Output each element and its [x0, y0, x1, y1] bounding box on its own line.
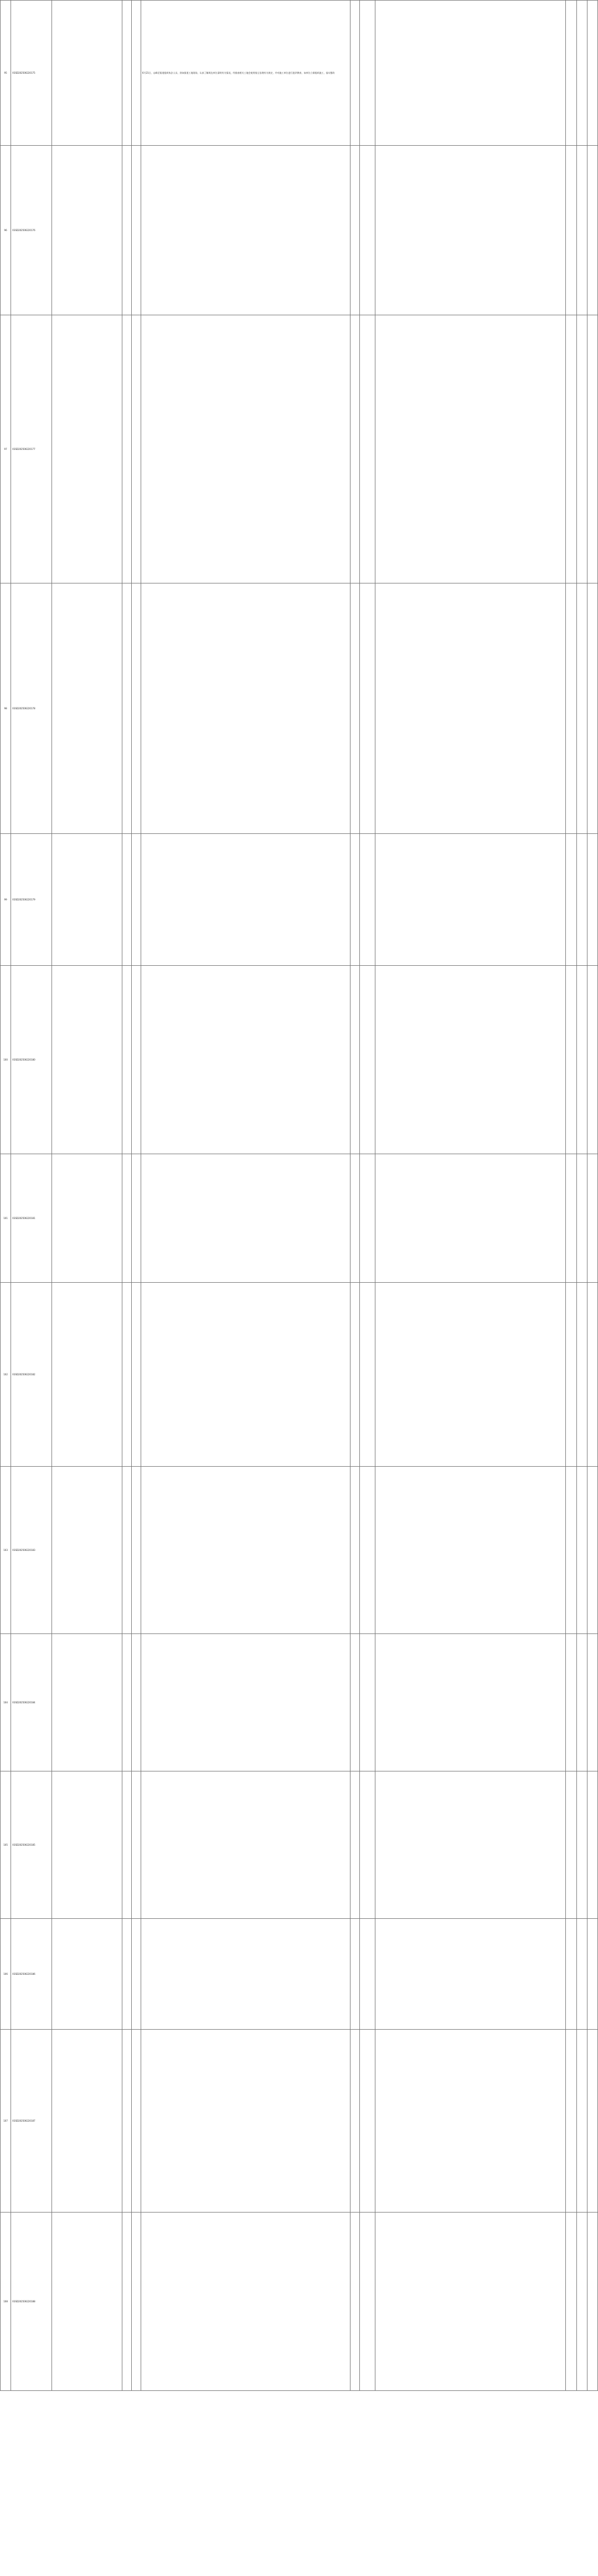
row-number: 103: [1, 1467, 11, 1634]
investigation-text: [141, 2213, 350, 2391]
rectification-cell: [566, 583, 576, 834]
case-id: X3SD202506220179: [11, 834, 51, 966]
table-row: [1, 834, 598, 966]
publicity-cell: [576, 315, 587, 583]
investigation-text: [141, 146, 350, 315]
result-cell: [350, 583, 360, 834]
row-number: 100: [1, 966, 11, 1154]
handling-outcome: [375, 1919, 566, 2030]
publicity-cell: [576, 2213, 587, 2391]
category-cell: [131, 1634, 141, 1771]
category-cell: [131, 315, 141, 583]
result-cell: [350, 2030, 360, 2213]
district-cell: [122, 583, 132, 834]
responsible-cell: [587, 834, 597, 966]
table-row: [1, 966, 598, 1154]
row-number: 97: [1, 315, 11, 583]
investigation-text: [141, 1919, 350, 2030]
case-id: X3SD202506220188: [11, 2213, 51, 2391]
case-id: X3SD202506220186: [11, 1919, 51, 2030]
responsible-cell: [587, 1154, 597, 1283]
case-id: X3SD202506220176: [11, 146, 51, 315]
complaint-summary: [51, 2030, 122, 2213]
investigation-text: [141, 1154, 350, 1283]
row-number: 106: [1, 1919, 11, 2030]
responsible-cell: [587, 1634, 597, 1771]
rectification-cell: [566, 146, 576, 315]
investigation-text: [141, 966, 350, 1154]
table-row: [1, 1154, 598, 1283]
rectification-cell: [566, 315, 576, 583]
handling-outcome: [375, 315, 566, 583]
verification-cell: [359, 583, 375, 834]
complaint-summary: [51, 583, 122, 834]
handling-outcome: [375, 146, 566, 315]
result-cell: [350, 1, 360, 146]
district-cell: [122, 834, 132, 966]
publicity-cell: [576, 834, 587, 966]
district-cell: [122, 1771, 132, 1919]
district-cell: [122, 1919, 132, 2030]
handling-outcome: [375, 1283, 566, 1467]
complaint-summary: [51, 2213, 122, 2391]
table-row: [1, 1634, 598, 1771]
row-number: 105: [1, 1771, 11, 1919]
investigation-text: [141, 2030, 350, 2213]
district-cell: [122, 2030, 132, 2213]
row-number: 101: [1, 1154, 11, 1283]
rectification-cell: [566, 2213, 576, 2391]
responsible-cell: [587, 315, 597, 583]
responsible-cell: [587, 1, 597, 146]
publicity-cell: [576, 1771, 587, 1919]
rectification-cell: [566, 2030, 576, 2213]
case-id: X3SD202506220178: [11, 583, 51, 834]
district-cell: [122, 1154, 132, 1283]
rectification-cell: [566, 1, 576, 146]
complaint-summary: [51, 1, 122, 146]
case-id: X3SD202506220181: [11, 1154, 51, 1283]
result-cell: [350, 1154, 360, 1283]
case-id: X3SD202506220175: [11, 1, 51, 146]
handling-outcome: [375, 2213, 566, 2391]
rectification-cell: [566, 1771, 576, 1919]
row-number: 96: [1, 146, 11, 315]
verification-cell: [359, 966, 375, 1154]
responsible-cell: [587, 583, 597, 834]
investigation-text: 6月21日，山峰至街道组织执法人员、到该街道工地现场，认真了解周边单位清明有关情况，经排查相关工地会使用扬尘治理有关规定，并对施工单位进行批评教育，该单位立即组织施工，落实整改: [141, 1, 350, 146]
verification-cell: [359, 1634, 375, 1771]
category-cell: [131, 1154, 141, 1283]
handling-outcome: [375, 1771, 566, 1919]
responsible-cell: [587, 2030, 597, 2213]
handling-outcome: [375, 1634, 566, 1771]
category-cell: [131, 1283, 141, 1467]
district-cell: [122, 315, 132, 583]
verification-cell: [359, 2030, 375, 2213]
case-id: X3SD202506220183: [11, 1467, 51, 1634]
district-cell: [122, 2213, 132, 2391]
handling-outcome: [375, 2030, 566, 2213]
verification-cell: [359, 2213, 375, 2391]
investigation-text: [141, 1283, 350, 1467]
result-cell: [350, 1634, 360, 1771]
verification-cell: [359, 315, 375, 583]
case-id: X3SD202506220187: [11, 2030, 51, 2213]
rectification-cell: [566, 834, 576, 966]
row-number: 98: [1, 583, 11, 834]
row-number: 99: [1, 834, 11, 966]
case-id: X3SD202506220177: [11, 315, 51, 583]
handling-outcome: [375, 1467, 566, 1634]
complaint-summary: [51, 1467, 122, 1634]
result-cell: [350, 315, 360, 583]
table-row: [1, 1467, 598, 1634]
category-cell: [131, 2030, 141, 2213]
rectification-cell: [566, 966, 576, 1154]
verification-cell: [359, 1, 375, 146]
row-number: 107: [1, 2030, 11, 2213]
handling-outcome: [375, 834, 566, 966]
investigation-text: [141, 315, 350, 583]
complaint-summary: [51, 146, 122, 315]
investigation-text: [141, 1467, 350, 1634]
publicity-cell: [576, 583, 587, 834]
table-row: [1, 1283, 598, 1467]
rectification-cell: [566, 1634, 576, 1771]
result-cell: [350, 1771, 360, 1919]
result-cell: [350, 1919, 360, 2030]
publicity-cell: [576, 1, 587, 146]
verification-cell: [359, 146, 375, 315]
row-number: 95: [1, 1, 11, 146]
verification-cell: [359, 1467, 375, 1634]
investigation-text: [141, 1634, 350, 1771]
result-cell: [350, 1467, 360, 1634]
complaint-summary: [51, 1634, 122, 1771]
complaint-summary: [51, 1919, 122, 2030]
category-cell: [131, 1, 141, 146]
district-cell: [122, 1283, 132, 1467]
handling-outcome: [375, 1154, 566, 1283]
table-row: [1, 315, 598, 583]
handling-outcome: [375, 583, 566, 834]
category-cell: [131, 834, 141, 966]
category-cell: [131, 2213, 141, 2391]
category-cell: [131, 1771, 141, 1919]
publicity-cell: [576, 966, 587, 1154]
category-cell: [131, 146, 141, 315]
investigation-text: [141, 583, 350, 834]
verification-cell: [359, 834, 375, 966]
result-cell: [350, 146, 360, 315]
responsible-cell: [587, 1919, 597, 2030]
table-row: [1, 583, 598, 834]
result-cell: [350, 966, 360, 1154]
publicity-cell: [576, 2030, 587, 2213]
result-cell: [350, 2213, 360, 2391]
publicity-cell: [576, 146, 587, 315]
complaint-summary: [51, 315, 122, 583]
category-cell: [131, 966, 141, 1154]
verification-cell: [359, 1771, 375, 1919]
publicity-cell: [576, 1919, 587, 2030]
row-number: 108: [1, 2213, 11, 2391]
complaint-summary: [51, 834, 122, 966]
table-row: [1, 146, 598, 315]
table-row: [1, 1771, 598, 1919]
responsible-cell: [587, 1771, 597, 1919]
publicity-cell: [576, 1467, 587, 1634]
row-number: 102: [1, 1283, 11, 1467]
verification-cell: [359, 1154, 375, 1283]
table-row: [1, 1919, 598, 2030]
publicity-cell: [576, 1634, 587, 1771]
verification-cell: [359, 1919, 375, 2030]
responsible-cell: [587, 146, 597, 315]
responsible-cell: [587, 966, 597, 1154]
investigation-text: [141, 1771, 350, 1919]
district-cell: [122, 1634, 132, 1771]
table-row: [1, 2213, 598, 2391]
publicity-cell: [576, 1283, 587, 1467]
responsible-cell: [587, 1467, 597, 1634]
district-cell: [122, 146, 132, 315]
district-cell: [122, 1, 132, 146]
responsible-cell: [587, 2213, 597, 2391]
row-number: 104: [1, 1634, 11, 1771]
category-cell: [131, 1467, 141, 1634]
rectification-cell: [566, 1154, 576, 1283]
publicity-cell: [576, 1154, 587, 1283]
case-id: X3SD202506220180: [11, 966, 51, 1154]
table-row: [1, 2030, 598, 2213]
handling-outcome: [375, 966, 566, 1154]
verification-cell: [359, 1283, 375, 1467]
responsible-cell: [587, 1283, 597, 1467]
complaint-summary: [51, 1283, 122, 1467]
complaint-summary: [51, 966, 122, 1154]
case-id: X3SD202506220185: [11, 1771, 51, 1919]
district-cell: [122, 966, 132, 1154]
result-cell: [350, 834, 360, 966]
rectification-cell: [566, 1283, 576, 1467]
category-cell: [131, 1919, 141, 2030]
rectification-cell: [566, 1919, 576, 2030]
table-row: [1, 1, 598, 146]
case-id: X3SD202506220182: [11, 1283, 51, 1467]
rectification-cell: [566, 1467, 576, 1634]
result-cell: [350, 1283, 360, 1467]
complaint-summary: [51, 1154, 122, 1283]
category-cell: [131, 583, 141, 834]
handling-outcome: [375, 1, 566, 146]
complaint-summary: [51, 1771, 122, 1919]
district-cell: [122, 1467, 132, 1634]
investigation-text: [141, 834, 350, 966]
case-id: X3SD202506220184: [11, 1634, 51, 1771]
